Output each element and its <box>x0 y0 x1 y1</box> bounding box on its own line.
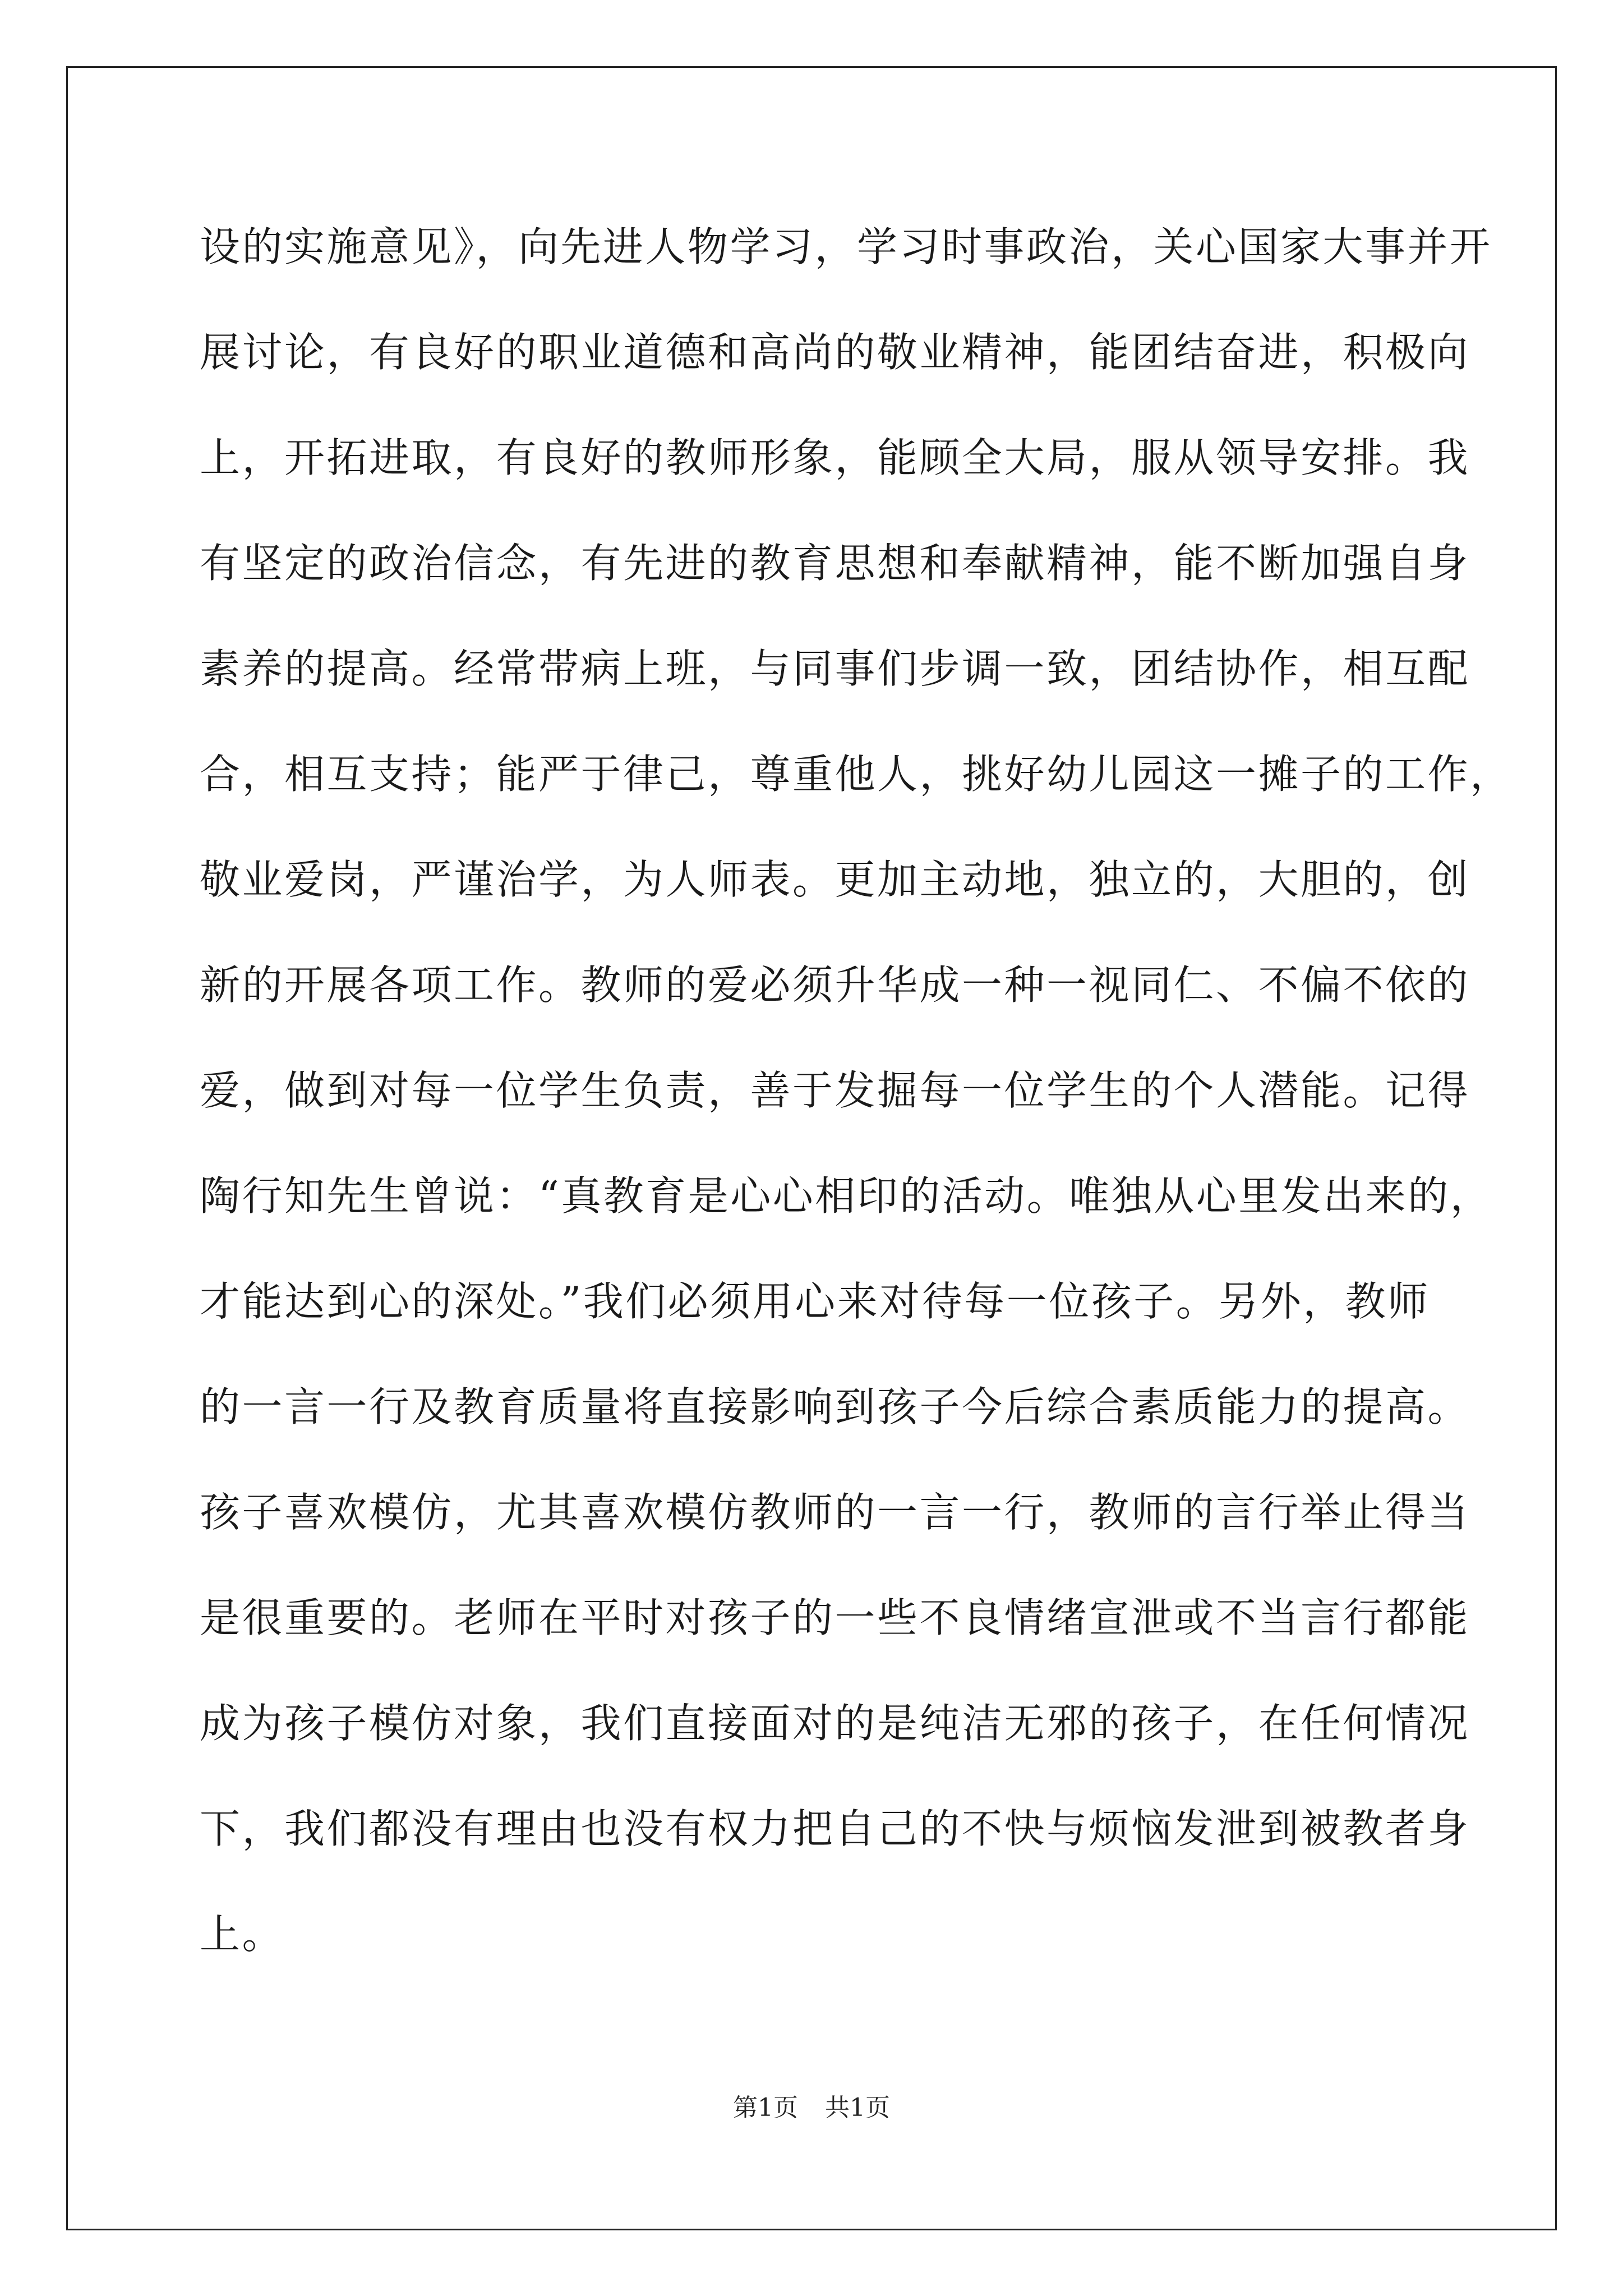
text-line: 孩子喜欢模仿，尤其喜欢模仿教师的一言一行，教师的言行举止得当 <box>200 1489 1470 1536</box>
text-line: 素养的提高。经常带病上班，与同事们步调一致，团结协作，相互配 <box>200 645 1470 692</box>
text-line: 陶行知先生曾说：“真教育是心心相印的活动。唯独从心里发出来的， <box>200 1172 1493 1220</box>
text-line: 敬业爱岗，严谨治学，为人师表。更加主动地，独立的，大胆的，创 <box>200 856 1470 903</box>
text-line: 的一言一行及教育质量将直接影响到孩子今后综合素质能力的提高。 <box>200 1383 1470 1430</box>
text-line: 下，我们都没有理由也没有权力把自己的不快与烦恼发泄到被教者身 <box>200 1805 1470 1852</box>
text-line: 有坚定的政治信念，有先进的教育思想和奉献精神，能不断加强自身 <box>200 540 1470 587</box>
text-line: 上，开拓进取，有良好的教师形象，能顾全大局，服从领导安排。我 <box>200 434 1470 481</box>
page-total: 共1页 <box>825 2093 890 2122</box>
text-line: 设的实施意见》，向先进人物学习，学习时事政治，关心国家大事并开 <box>200 223 1492 270</box>
page-footer <box>0 2091 1623 2125</box>
text-line: 才能达到心的深处。”我们必须用心来对待每一位孩子。另外，教师 <box>200 1278 1430 1325</box>
text-line: 是很重要的。老师在平时对孩子的一些不良情绪宣泄或不当言行都能 <box>200 1594 1470 1641</box>
text-line: 新的开展各项工作。教师的爱必须升华成一种一视同仁、不偏不依的 <box>200 961 1470 1009</box>
text-line: 合，相互支持；能严于律己，尊重他人，挑好幼儿园这一摊子的工作， <box>200 751 1513 798</box>
text-line: 成为孩子模仿对象，我们直接面对的是纯洁无邪的孩子，在任何情况 <box>200 1700 1470 1747</box>
page-number: 第1页 <box>733 2093 798 2122</box>
document-body <box>200 213 1513 2006</box>
text-line: 上。 <box>200 1911 285 1958</box>
text-line: 展讨论，有良好的职业道德和高尚的敬业精神，能团结奋进，积极向 <box>200 329 1470 376</box>
text-line: 爱，做到对每一位学生负责，善于发掘每一位学生的个人潜能。记得 <box>200 1067 1470 1114</box>
